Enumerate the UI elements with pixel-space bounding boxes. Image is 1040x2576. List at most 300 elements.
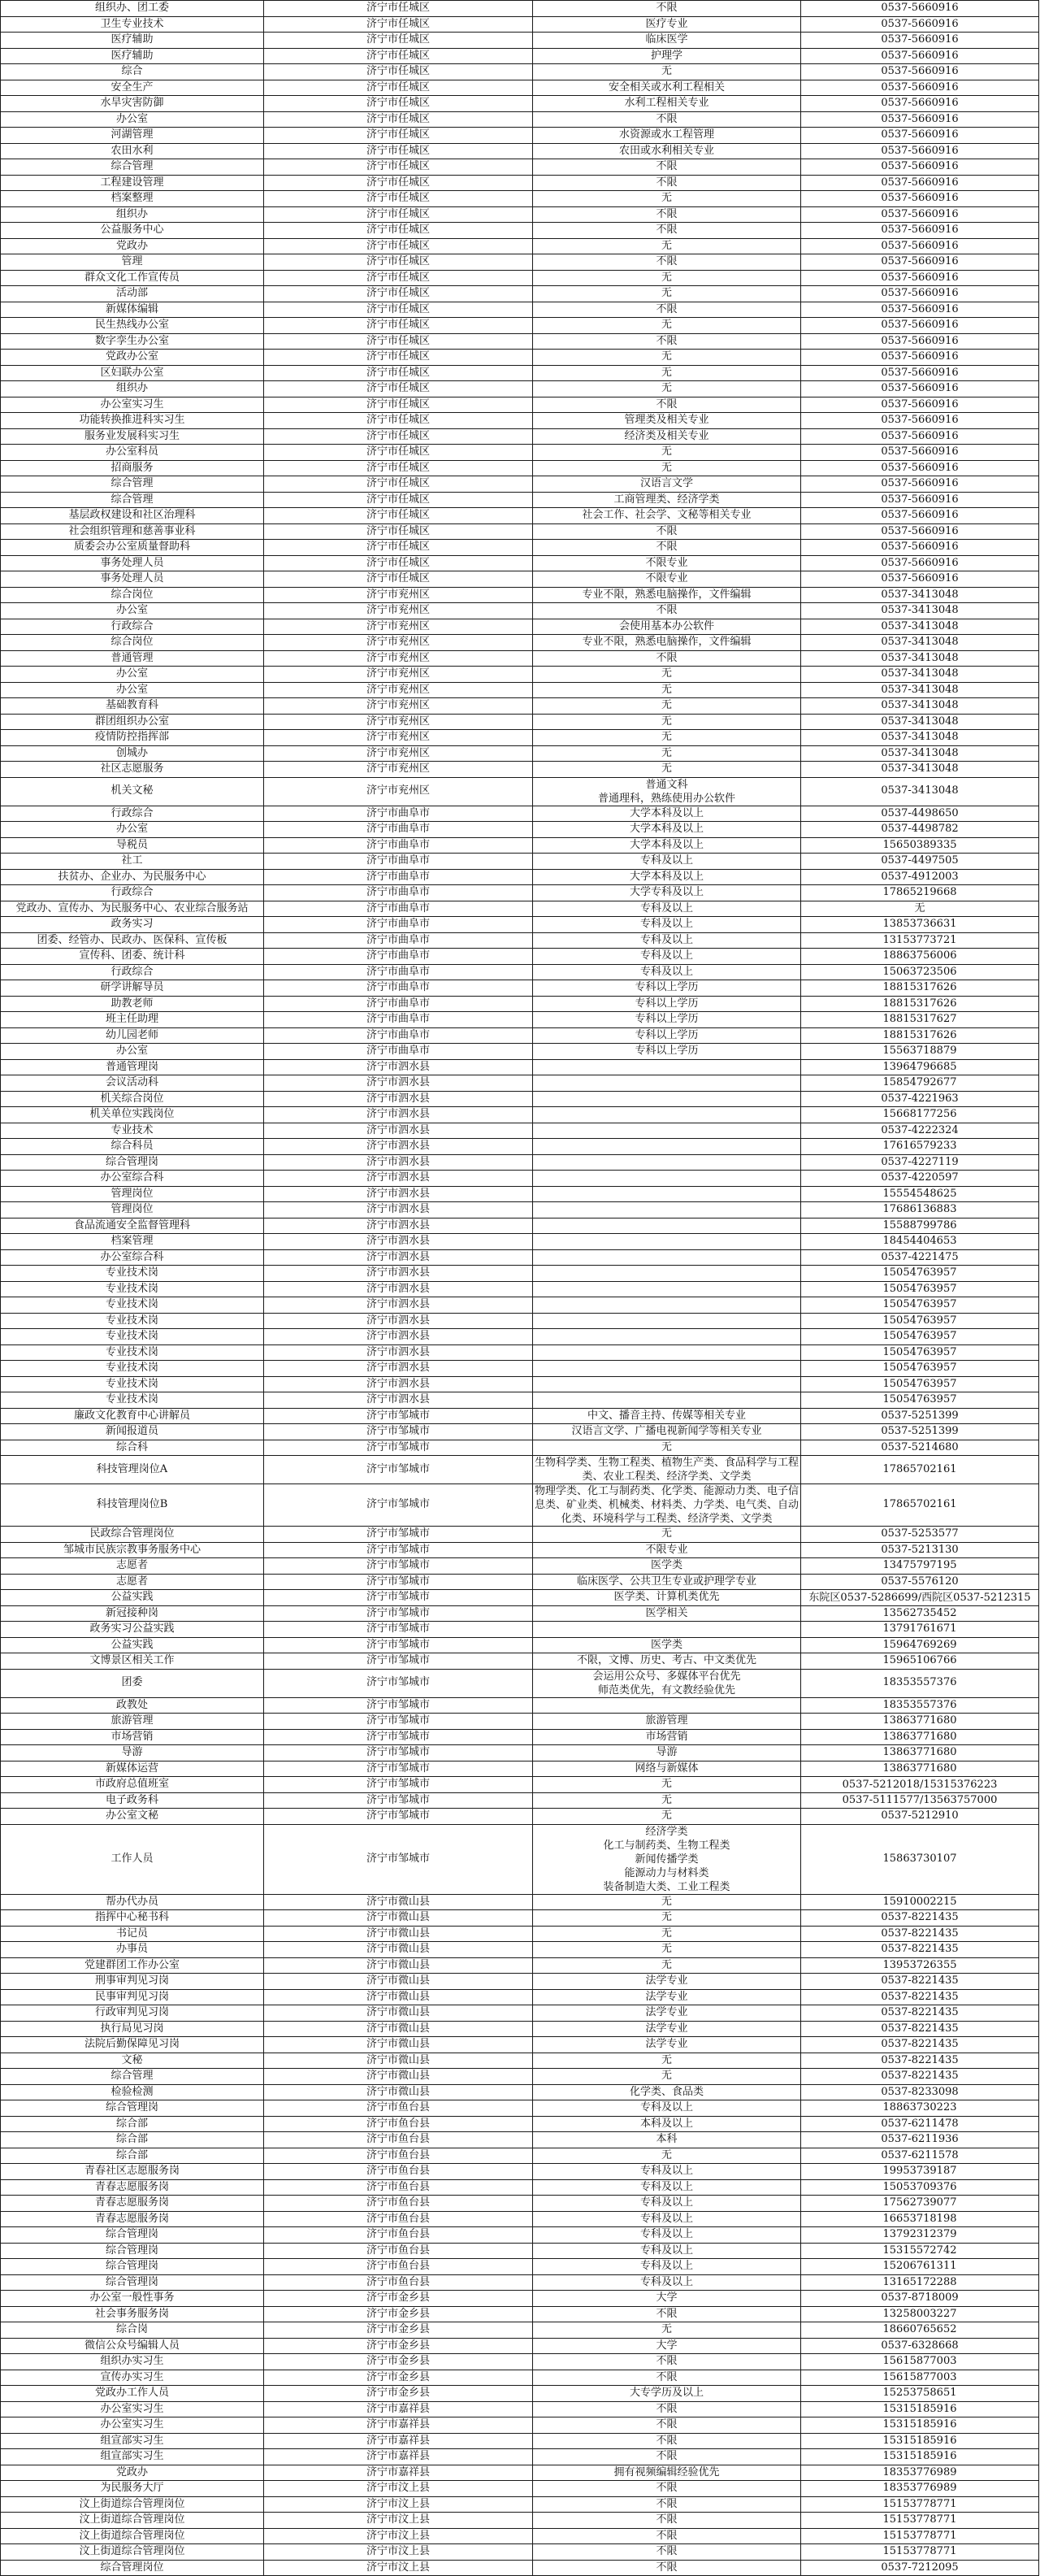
location-cell: 济宁市嘉祥县 — [264, 2417, 533, 2434]
position-cell: 检验检测 — [1, 2084, 264, 2100]
position-cell: 党政办工作人员 — [1, 2386, 264, 2402]
position-cell: 行政综合 — [1, 806, 264, 822]
requirement-cell: 不限 — [533, 523, 801, 540]
location-cell: 济宁市任城区 — [264, 428, 533, 445]
phone-cell: 0537-5660916 — [801, 1, 1039, 17]
requirement-cell: 无 — [533, 2322, 801, 2339]
position-cell: 宣传办实习生 — [1, 2370, 264, 2386]
phone-cell: 0537-5660916 — [801, 270, 1039, 286]
location-cell: 济宁市泗水县 — [264, 1139, 533, 1155]
table-row — [1, 523, 1039, 540]
location-cell: 济宁市任城区 — [264, 80, 533, 96]
table-row — [1, 1894, 1039, 1910]
requirement-cell: 专业不限，熟悉电脑操作，文件编辑 — [533, 635, 801, 651]
phone-cell: 0537-3413048 — [801, 730, 1039, 746]
requirement-cell: 管理类及相关专业 — [533, 413, 801, 429]
table-row — [1, 2544, 1039, 2561]
position-cell: 专业技术岗 — [1, 1361, 264, 1377]
phone-cell: 0537-5660916 — [801, 445, 1039, 461]
table-row — [1, 1637, 1039, 1653]
position-cell: 刑事审判见习岗 — [1, 1974, 264, 1990]
requirement-cell: 法学专业 — [533, 1974, 801, 1990]
location-cell: 济宁市任城区 — [264, 238, 533, 254]
position-cell: 综合 — [1, 64, 264, 80]
phone-cell: 0537-5660916 — [801, 254, 1039, 271]
requirement-cell: 临床医学、公共卫生专业或护理学专业 — [533, 1574, 801, 1590]
location-cell: 济宁市鱼台县 — [264, 2164, 533, 2180]
table-row — [1, 1139, 1039, 1155]
phone-cell: 0537-5251399 — [801, 1408, 1039, 1424]
requirement-cell: 专科及以上 — [533, 917, 801, 933]
requirement-cell: 无 — [533, 762, 801, 778]
location-cell: 济宁市任城区 — [264, 254, 533, 271]
table-row — [1, 1697, 1039, 1714]
location-cell: 济宁市鱼台县 — [264, 2179, 533, 2196]
location-cell: 济宁市任城区 — [264, 333, 533, 350]
table-row — [1, 365, 1039, 381]
table-row — [1, 1281, 1039, 1297]
phone-cell: 0537-5214680 — [801, 1440, 1039, 1456]
requirement-cell: 工商管理类、经济学类 — [533, 492, 801, 508]
table-row — [1, 128, 1039, 144]
table-row — [1, 1249, 1039, 1266]
table-row — [1, 806, 1039, 822]
requirement-cell: 无 — [533, 460, 801, 476]
location-cell: 济宁市微山县 — [264, 2069, 533, 2085]
location-cell: 济宁市任城区 — [264, 64, 533, 80]
table-row — [1, 980, 1039, 997]
table-row — [1, 350, 1039, 366]
location-cell: 济宁市金乡县 — [264, 2338, 533, 2354]
table-row — [1, 1910, 1039, 1927]
table-row — [1, 16, 1039, 33]
position-cell: 青春志愿服务岗 — [1, 2211, 264, 2227]
table-row — [1, 571, 1039, 588]
location-cell: 济宁市邹城市 — [264, 1729, 533, 1745]
requirement-cell: 汉语言文学、广播电视新闻学等相关专业 — [533, 1424, 801, 1440]
table-row — [1, 932, 1039, 949]
position-cell: 组宣部实习生 — [1, 2433, 264, 2449]
position-cell: 民事审判见习岗 — [1, 1989, 264, 2005]
position-cell: 幼儿园老师 — [1, 1027, 264, 1044]
table-row — [1, 2069, 1039, 2085]
requirement-cell: 不限 — [533, 2401, 801, 2417]
position-cell: 电子政务科 — [1, 1792, 264, 1809]
requirement-cell — [533, 1091, 801, 1107]
location-cell: 济宁市任城区 — [264, 96, 533, 112]
phone-cell: 0537-5213130 — [801, 1542, 1039, 1558]
position-cell: 会议活动科 — [1, 1075, 264, 1092]
location-cell: 济宁市微山县 — [264, 1989, 533, 2005]
location-cell: 济宁市邹城市 — [264, 1484, 533, 1527]
position-cell: 党政办 — [1, 238, 264, 254]
requirement-cell: 无 — [533, 714, 801, 730]
requirement-cell: 无 — [533, 365, 801, 381]
position-cell: 青春志愿服务岗 — [1, 2179, 264, 2196]
position-cell: 综合岗 — [1, 2322, 264, 2339]
table-row — [1, 2481, 1039, 2497]
location-cell: 济宁市任城区 — [264, 1, 533, 17]
table-row — [1, 2084, 1039, 2100]
location-cell: 济宁市邹城市 — [264, 1653, 533, 1670]
phone-cell: 15054763957 — [801, 1392, 1039, 1409]
requirement-cell: 网络与新媒体 — [533, 1761, 801, 1777]
table-row — [1, 1809, 1039, 1825]
location-cell: 济宁市邹城市 — [264, 1824, 533, 1894]
table-row — [1, 1266, 1039, 1282]
table-row — [1, 1456, 1039, 1484]
requirement-cell: 无 — [533, 270, 801, 286]
location-cell: 济宁市曲阜市 — [264, 1044, 533, 1060]
phone-cell: 18353557376 — [801, 1669, 1039, 1697]
requirement-cell: 农田或水利相关专业 — [533, 143, 801, 159]
phone-cell: 0537-5660916 — [801, 540, 1039, 556]
phone-cell: 18815317626 — [801, 1027, 1039, 1044]
phone-cell: 0537-5660916 — [801, 48, 1039, 64]
phone-cell: 15315185916 — [801, 2449, 1039, 2465]
table-row — [1, 2274, 1039, 2291]
position-cell: 团委、经管办、民政办、医保科、宣传板 — [1, 932, 264, 949]
requirement-cell: 法学专业 — [533, 2005, 801, 2022]
requirement-cell — [533, 1107, 801, 1123]
phone-cell: 0537-8221435 — [801, 1926, 1039, 1942]
requirement-cell — [533, 1075, 801, 1092]
position-cell: 管理岗位 — [1, 1186, 264, 1202]
location-cell: 济宁市兖州区 — [264, 635, 533, 651]
table-row — [1, 2227, 1039, 2244]
phone-cell: 15054763957 — [801, 1313, 1039, 1329]
requirement-cell: 大学 — [533, 2291, 801, 2307]
phone-cell: 17865219668 — [801, 885, 1039, 901]
position-cell: 班主任助理 — [1, 1012, 264, 1028]
position-cell: 基础教育科 — [1, 698, 264, 715]
table-row — [1, 2037, 1039, 2053]
phone-cell: 18815317627 — [801, 1012, 1039, 1028]
table-row — [1, 2132, 1039, 2148]
table-row — [1, 1714, 1039, 1730]
requirement-cell — [533, 1234, 801, 1250]
requirement-cell: 无 — [533, 745, 801, 762]
location-cell: 济宁市微山县 — [264, 1926, 533, 1942]
table-row — [1, 492, 1039, 508]
position-cell: 农田水利 — [1, 143, 264, 159]
requirement-cell: 不限 — [533, 111, 801, 128]
position-cell: 组织办 — [1, 206, 264, 223]
location-cell: 济宁市泗水县 — [264, 1281, 533, 1297]
phone-cell: 0537-5212910 — [801, 1809, 1039, 1825]
location-cell: 济宁市鱼台县 — [264, 2148, 533, 2164]
requirement-cell: 不限 — [533, 2528, 801, 2544]
phone-cell: 0537-8221435 — [801, 2021, 1039, 2037]
position-cell: 志愿者 — [1, 1558, 264, 1575]
phone-cell: 0537-8221435 — [801, 2069, 1039, 2085]
phone-cell: 0537-4221475 — [801, 1249, 1039, 1266]
location-cell: 济宁市邹城市 — [264, 1440, 533, 1456]
phone-cell: 0537-5212018/15315376223 — [801, 1777, 1039, 1793]
phone-cell: 17865702161 — [801, 1456, 1039, 1484]
location-cell: 济宁市任城区 — [264, 350, 533, 366]
position-cell: 廉政文化教育中心讲解员 — [1, 1408, 264, 1424]
location-cell: 济宁市任城区 — [264, 397, 533, 413]
table-row — [1, 2196, 1039, 2212]
requirement-cell: 不限 — [533, 2544, 801, 2561]
table-row — [1, 2433, 1039, 2449]
requirement-cell: 专科以上学历 — [533, 1012, 801, 1028]
location-cell: 济宁市泗水县 — [264, 1234, 533, 1250]
phone-cell: 0537-5660916 — [801, 492, 1039, 508]
requirement-cell: 大学本科及以上 — [533, 806, 801, 822]
requirement-cell: 不限 — [533, 2306, 801, 2322]
position-cell: 办公室 — [1, 603, 264, 619]
table-row — [1, 1123, 1039, 1139]
phone-cell: 15153778771 — [801, 2513, 1039, 2529]
location-cell: 济宁市邹城市 — [264, 1456, 533, 1484]
requirement-cell: 专科以上学历 — [533, 996, 801, 1012]
table-row — [1, 1107, 1039, 1123]
location-cell: 济宁市曲阜市 — [264, 996, 533, 1012]
requirement-cell: 不限 — [533, 206, 801, 223]
phone-cell: 0537-8221435 — [801, 2005, 1039, 2022]
phone-cell: 15965106766 — [801, 1653, 1039, 1670]
table-row — [1, 1558, 1039, 1575]
table-row — [1, 2560, 1039, 2576]
position-cell: 综合管理岗 — [1, 1154, 264, 1171]
position-cell: 专业技术岗 — [1, 1266, 264, 1282]
table-row — [1, 508, 1039, 524]
position-cell: 综合管理岗 — [1, 2100, 264, 2117]
location-cell: 济宁市任城区 — [264, 571, 533, 588]
position-cell: 卫生专业技术 — [1, 16, 264, 33]
position-cell: 新媒体编辑 — [1, 302, 264, 318]
requirement-cell: 不限 — [533, 603, 801, 619]
table-row — [1, 1344, 1039, 1361]
phone-cell: 15054763957 — [801, 1297, 1039, 1314]
requirement-cell: 专科及以上 — [533, 901, 801, 917]
table-row — [1, 1027, 1039, 1044]
phone-cell: 15315185916 — [801, 2433, 1039, 2449]
requirement-cell: 不限 — [533, 175, 801, 191]
position-cell: 活动部 — [1, 286, 264, 302]
table-row — [1, 698, 1039, 715]
requirement-cell: 大学本科及以上 — [533, 837, 801, 854]
phone-cell: 18454404653 — [801, 1234, 1039, 1250]
requirement-cell — [533, 1697, 801, 1714]
location-cell: 济宁市金乡县 — [264, 2370, 533, 2386]
requirement-cell: 专科及以上 — [533, 2179, 801, 2196]
requirement-cell: 不限专业 — [533, 571, 801, 588]
position-cell: 综合部 — [1, 2132, 264, 2148]
requirement-cell: 法学专业 — [533, 2021, 801, 2037]
requirement-cell: 不限 — [533, 254, 801, 271]
table-row — [1, 1484, 1039, 1527]
requirement-cell: 不限 — [533, 2481, 801, 2497]
phone-cell: 0537-8233098 — [801, 2084, 1039, 2100]
location-cell: 济宁市任城区 — [264, 413, 533, 429]
requirement-cell: 普通文科 普通理科，熟练使用办公软件 — [533, 777, 801, 806]
position-cell: 群众文化工作宣传员 — [1, 270, 264, 286]
phone-cell: 0537-3413048 — [801, 635, 1039, 651]
location-cell: 济宁市兖州区 — [264, 745, 533, 762]
table-row — [1, 901, 1039, 917]
phone-cell: 0537-3413048 — [801, 777, 1039, 806]
position-cell: 管理岗位 — [1, 1202, 264, 1218]
location-cell: 济宁市曲阜市 — [264, 806, 533, 822]
phone-cell: 15910002215 — [801, 1894, 1039, 1910]
phone-cell: 15063723506 — [801, 964, 1039, 980]
location-cell: 济宁市泗水县 — [264, 1154, 533, 1171]
requirement-cell — [533, 1154, 801, 1171]
phone-cell: 15054763957 — [801, 1266, 1039, 1282]
location-cell: 济宁市泗水县 — [264, 1329, 533, 1345]
position-cell: 创城办 — [1, 745, 264, 762]
phone-cell: 0537-4222324 — [801, 1123, 1039, 1139]
position-cell: 公益实践 — [1, 1590, 264, 1606]
requirement-cell: 医学相关 — [533, 1605, 801, 1622]
table-row — [1, 1590, 1039, 1606]
position-cell: 民生热线办公室 — [1, 318, 264, 334]
location-cell: 济宁市泗水县 — [264, 1297, 533, 1314]
table-row — [1, 822, 1039, 838]
position-cell: 政务实习 — [1, 917, 264, 933]
position-cell: 市政府总值班室 — [1, 1777, 264, 1793]
phone-cell: 0537-5660916 — [801, 460, 1039, 476]
table-row — [1, 1761, 1039, 1777]
position-cell: 办公室实习生 — [1, 2417, 264, 2434]
phone-cell: 0537-5660916 — [801, 555, 1039, 571]
table-row — [1, 1424, 1039, 1440]
location-cell: 济宁市汶上县 — [264, 2560, 533, 2576]
table-row — [1, 1044, 1039, 1060]
requirement-cell: 无 — [533, 730, 801, 746]
requirement-cell: 无 — [533, 318, 801, 334]
position-cell: 行政综合 — [1, 885, 264, 901]
location-cell: 济宁市邹城市 — [264, 1745, 533, 1761]
position-cell: 机关单位实践岗位 — [1, 1107, 264, 1123]
table-row — [1, 762, 1039, 778]
location-cell: 济宁市微山县 — [264, 1894, 533, 1910]
phone-cell: 0537-5660916 — [801, 16, 1039, 33]
position-cell: 旅游管理 — [1, 1714, 264, 1730]
requirement-cell: 不限 — [533, 650, 801, 667]
requirement-cell: 化学类、食品类 — [533, 2084, 801, 2100]
table-row — [1, 2528, 1039, 2544]
location-cell: 济宁市泗水县 — [264, 1171, 533, 1187]
location-cell: 济宁市兖州区 — [264, 698, 533, 715]
requirement-cell: 经济类及相关专业 — [533, 428, 801, 445]
position-cell: 党政办 — [1, 2465, 264, 2481]
requirement-cell: 无 — [533, 682, 801, 698]
location-cell: 济宁市鱼台县 — [264, 2116, 533, 2132]
position-cell: 服务业发展科实习生 — [1, 428, 264, 445]
position-cell: 党政办、宣传办、为民服务中心、农业综合服务站 — [1, 901, 264, 917]
requirement-cell: 不限，文博、历史、考古、中文类优先 — [533, 1653, 801, 1670]
location-cell: 济宁市嘉祥县 — [264, 2401, 533, 2417]
phone-cell: 19953739187 — [801, 2164, 1039, 2180]
table-row — [1, 1012, 1039, 1028]
position-cell: 法院后勤保障见习岗 — [1, 2037, 264, 2053]
requirement-cell: 无 — [533, 2053, 801, 2069]
location-cell: 济宁市任城区 — [264, 33, 533, 49]
requirement-cell: 不限 — [533, 2496, 801, 2513]
requirement-cell — [533, 1361, 801, 1377]
phone-cell: 13863771680 — [801, 1745, 1039, 1761]
requirement-cell: 无 — [533, 191, 801, 207]
phone-cell: 0537-5660916 — [801, 128, 1039, 144]
location-cell: 济宁市鱼台县 — [264, 2211, 533, 2227]
table-row — [1, 2053, 1039, 2069]
phone-cell: 18815317626 — [801, 996, 1039, 1012]
location-cell: 济宁市鱼台县 — [264, 2227, 533, 2244]
location-cell: 济宁市邹城市 — [264, 1558, 533, 1575]
requirement-cell: 护理学 — [533, 48, 801, 64]
requirement-cell: 不限 — [533, 2370, 801, 2386]
location-cell: 济宁市嘉祥县 — [264, 2433, 533, 2449]
position-cell: 组织办 — [1, 381, 264, 397]
phone-cell: 0537-3413048 — [801, 682, 1039, 698]
table-row — [1, 1824, 1039, 1894]
table-row — [1, 1, 1039, 17]
position-cell: 办公室一般性事务 — [1, 2291, 264, 2307]
position-cell: 综合管理 — [1, 476, 264, 493]
location-cell: 济宁市嘉祥县 — [264, 2465, 533, 2481]
position-cell: 专业技术岗 — [1, 1329, 264, 1345]
table-row — [1, 1542, 1039, 1558]
requirement-cell: 医疗专业 — [533, 16, 801, 33]
requirement-cell: 无 — [533, 2148, 801, 2164]
requirement-cell: 不限 — [533, 2433, 801, 2449]
position-cell: 群团组织办公室 — [1, 714, 264, 730]
phone-cell: 15615877003 — [801, 2370, 1039, 2386]
table-row — [1, 2021, 1039, 2037]
position-cell: 政务实习公益实践 — [1, 1622, 264, 1638]
phone-cell: 15588799786 — [801, 1218, 1039, 1234]
phone-cell: 13863771680 — [801, 1714, 1039, 1730]
position-cell: 办公室 — [1, 111, 264, 128]
requirement-cell: 无 — [533, 1926, 801, 1942]
requirement-cell: 无 — [533, 445, 801, 461]
phone-cell: 17865702161 — [801, 1484, 1039, 1527]
position-cell: 新媒体运营 — [1, 1761, 264, 1777]
table-row — [1, 2291, 1039, 2307]
phone-cell: 18863756006 — [801, 949, 1039, 965]
position-cell: 书记员 — [1, 1926, 264, 1942]
location-cell: 济宁市邹城市 — [264, 1761, 533, 1777]
position-cell: 办公室 — [1, 822, 264, 838]
table-row — [1, 175, 1039, 191]
position-cell: 档案管理 — [1, 1234, 264, 1250]
location-cell: 济宁市微山县 — [264, 1957, 533, 1974]
requirement-cell: 物理学类、化工与制药类、化学类、能源动力类、电子信息类、矿业类、机械类、材料类、力学类、电气类、自动化类、环境科学与工程类、经济学类、文学类 — [533, 1484, 801, 1527]
location-cell: 济宁市泗水县 — [264, 1313, 533, 1329]
location-cell: 济宁市金乡县 — [264, 2291, 533, 2307]
location-cell: 济宁市曲阜市 — [264, 964, 533, 980]
location-cell: 济宁市泗水县 — [264, 1376, 533, 1392]
position-cell: 办公室科员 — [1, 445, 264, 461]
position-cell: 为民服务大厅 — [1, 2481, 264, 2497]
table-row — [1, 540, 1039, 556]
table-row — [1, 1745, 1039, 1761]
location-cell: 济宁市任城区 — [264, 175, 533, 191]
table-row — [1, 206, 1039, 223]
position-cell: 汶上街道综合管理岗位 — [1, 2496, 264, 2513]
requirement-cell: 市场营销 — [533, 1729, 801, 1745]
requirement-cell: 不限专业 — [533, 1542, 801, 1558]
phone-cell: 13791761671 — [801, 1622, 1039, 1638]
requirement-cell: 无 — [533, 1910, 801, 1927]
position-cell: 事务处理人员 — [1, 571, 264, 588]
table-row — [1, 2148, 1039, 2164]
requirement-cell: 汉语言文学 — [533, 476, 801, 493]
